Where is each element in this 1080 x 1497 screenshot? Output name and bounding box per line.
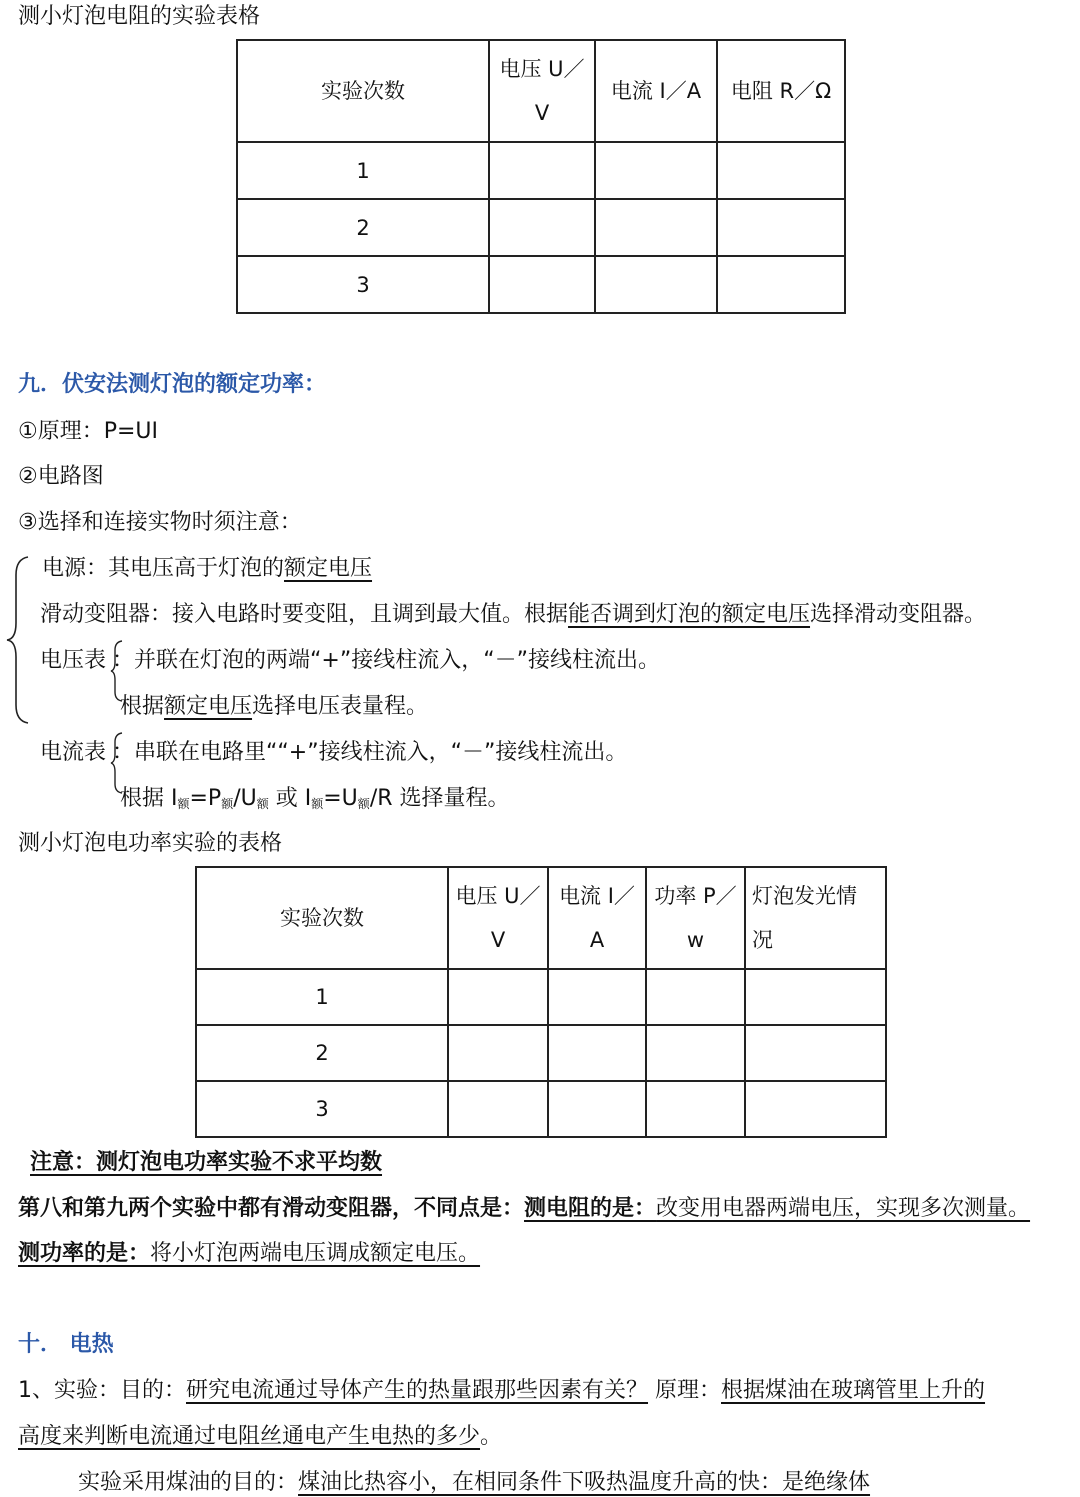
rated-subscript: 额 — [256, 797, 269, 811]
left-brace-icon — [4, 555, 34, 725]
experiment-purpose-label: 1、实验：目的： — [18, 1378, 186, 1403]
power-table-title: 测小灯泡电功率实验的表格 — [18, 831, 283, 856]
ammeter-line2-b: =P — [189, 786, 222, 811]
rated-subscript: 额 — [357, 797, 370, 811]
note-text: 注意：测灯泡电功率实验不求平均数 — [30, 1150, 383, 1175]
rated-subscript: 额 — [177, 797, 190, 811]
experiment-purpose: 研究电流通过导体产生的热量跟那些因素有关？ — [186, 1378, 649, 1403]
kerosene-purpose-label: 实验采用煤油的目的： — [78, 1470, 299, 1495]
section10-heading: 十． 电热 — [18, 1332, 114, 1357]
table-row — [196, 1025, 886, 1081]
resistance-table — [236, 39, 846, 314]
comparison-lead: 第八和第九两个实验中都有滑动变阻器，不同点是： — [18, 1196, 525, 1221]
rheostat-key-phrase: 能否调到灯泡的额定电压 — [568, 602, 811, 627]
table-row — [196, 969, 886, 1025]
row-index: 1 — [196, 969, 448, 1025]
average-note — [30, 1152, 382, 1174]
table-row — [237, 142, 845, 199]
voltmeter-rated-voltage: 额定电压 — [164, 694, 253, 719]
voltmeter-line2-pre: 根据 — [120, 694, 165, 719]
circuit-diagram-item: ②电路图 — [18, 464, 104, 489]
ammeter-line2-e: =U — [323, 786, 358, 811]
rated-subscript: 额 — [221, 797, 234, 811]
row-index: 3 — [237, 256, 489, 313]
notes-item: ③选择和连接实物时须注意： — [18, 510, 302, 535]
kerosene-purpose: 煤油比热容小，在相同条件下吸热温度升高的快：是绝缘体 — [298, 1470, 871, 1495]
table-row — [237, 256, 845, 313]
ammeter-line2-a: 根据 I — [120, 786, 178, 811]
experiment-principle-label: 原理： — [648, 1378, 722, 1403]
resistance-difference: 改变用电器两端电压，实现多次测量。 — [656, 1196, 1031, 1221]
header-voltage: 电压 U／ V — [489, 40, 595, 142]
experiment-principle-part1: 根据煤油在玻璃管里上升的 — [721, 1378, 986, 1403]
rheostat-text: 滑动变阻器：接入电路时要变阻，且调到最大值。根据 — [40, 602, 569, 627]
experiment-line1 — [18, 1380, 985, 1402]
ammeter-line2-f: /R 选择量程。 — [369, 786, 510, 811]
row-index: 1 — [237, 142, 489, 199]
ammeter-line1: ：串联在电路里““+”接线柱流入，“－”接线柱流出。 — [112, 740, 628, 765]
voltmeter-line2 — [120, 696, 428, 718]
ammeter-line2 — [120, 788, 510, 810]
row-index: 2 — [237, 199, 489, 256]
section9-heading: 九．伏安法测灯泡的额定功率： — [18, 372, 327, 397]
kerosene-line — [78, 1472, 870, 1494]
row-index: 2 — [196, 1025, 448, 1081]
power-source-line — [42, 558, 372, 580]
ammeter-line2-d: 或 I — [268, 786, 312, 811]
rheostat-line — [40, 604, 986, 626]
experiment-principle-part2: 高度来判断电流通过电阻丝通电产生电热的多少 — [18, 1424, 481, 1449]
resistance-table-title: 测小灯泡电阻的实验表格 — [18, 4, 261, 29]
header-voltage: 电压 U／ V — [448, 867, 548, 969]
ammeter-label: 电流表 — [40, 740, 107, 765]
rheostat-tail: 选择滑动变阻器。 — [810, 602, 987, 627]
rated-voltage-term: 额定电压 — [284, 556, 373, 581]
comparison-line1 — [18, 1198, 1030, 1220]
power-difference: 将小灯泡两端电压调成额定电压。 — [150, 1241, 481, 1266]
experiment-line2 — [18, 1426, 502, 1448]
rated-subscript: 额 — [311, 797, 324, 811]
voltmeter-label: 电压表 — [40, 648, 107, 673]
row-index: 3 — [196, 1081, 448, 1137]
comparison-line2 — [18, 1243, 480, 1265]
power-table — [195, 866, 887, 1138]
voltmeter-line2-post: 选择电压表量程。 — [252, 694, 429, 719]
header-power: 功率 P／ w — [646, 867, 745, 969]
power-label: 测功率的是： — [18, 1241, 151, 1266]
table-row — [196, 1081, 886, 1137]
table-row — [237, 199, 845, 256]
power-source-label: 电源：其电压高于灯泡的 — [42, 556, 285, 581]
header-current: 电流 I／A — [595, 40, 717, 142]
header-current: 电流 I／ A — [548, 867, 646, 969]
header-trial-count: 实验次数 — [237, 40, 489, 142]
experiment-end: 。 — [480, 1424, 503, 1449]
header-resistance: 电阻 R／Ω — [717, 40, 845, 142]
voltmeter-line1: ：并联在灯泡的两端“+”接线柱流入，“－”接线柱流出。 — [112, 648, 661, 673]
principle-item: ①原理：P=UI — [18, 419, 159, 444]
resistance-label: 测电阻的是： — [524, 1196, 657, 1221]
header-brightness: 灯泡发光情 况 — [745, 867, 886, 969]
ammeter-line2-c: /U — [233, 786, 257, 811]
header-trial-count: 实验次数 — [196, 867, 448, 969]
